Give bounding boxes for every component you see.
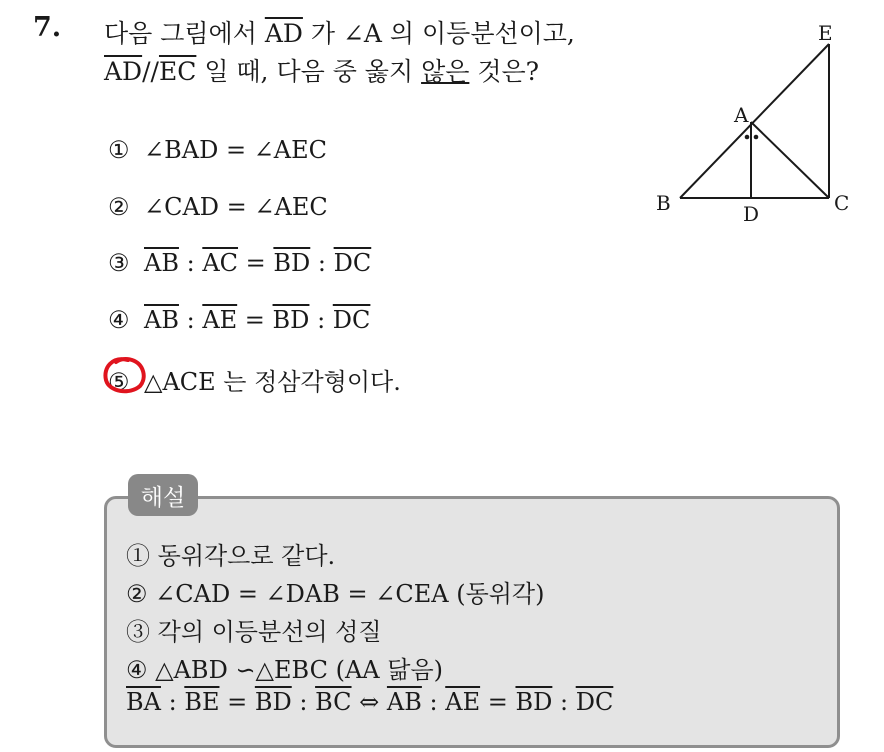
underlined-word: 않은	[421, 57, 470, 86]
choice-4[interactable]: ④ $\overline{AB}$ : $\overline{AE} = \overline{BD}$ : $\overline{DC}$	[108, 306, 371, 334]
explanation-line-2: ② ∠CAD = ∠DAB = ∠CEA (동위각)	[126, 580, 545, 608]
label-b: B	[656, 191, 671, 215]
question-line-2: $\overline{AD}//\overline{EC}$ 일 때, 다음 중 옳지 않은 것은?	[104, 57, 540, 86]
explanation-line-1: ① 동위각으로 같다.	[126, 542, 336, 570]
segment-ad: $\overline{AD}$	[104, 57, 143, 86]
choice-2[interactable]: ② ∠CAD = ∠AEC	[108, 193, 328, 221]
question-line-1: 다음 그림에서 $\overline{AD}$ 가 ∠A 의 이등분선이고,	[104, 19, 575, 48]
choice-1[interactable]: ① ∠BAD = ∠AEC	[108, 136, 328, 164]
label-d: D	[743, 202, 760, 226]
explanation-line-5: $\overline{BA}$ : $\overline{BE} = \overline{BD}$ : $\overline{BC}$ ⇔ $\overline{AB}$ : $\overline{AE} = \overline{BD}$ : $\overline{DC}$	[126, 688, 614, 716]
choice-3[interactable]: ③ $\overline{AB}$ : $\overline{AC} = \overline{BD}$ : $\overline{DC}$	[108, 249, 372, 277]
question-number: 7.	[33, 12, 62, 43]
explanation-line-3: ③ 각의 이등분선의 성질	[126, 618, 382, 646]
label-e: E	[818, 21, 833, 45]
choice-5[interactable]: ⑤ △ACE 는 정삼각형이다.	[108, 368, 401, 396]
explanation-line-4: ④ △ABD ∽△EBC (AA 닮음)	[126, 656, 443, 684]
label-c: C	[834, 191, 850, 215]
segment-ad: $\overline{AD}$	[264, 19, 303, 48]
answer-circle-mark	[100, 354, 148, 396]
triangle-figure	[648, 18, 868, 238]
label-a: A	[734, 103, 749, 127]
segment-ec: $\overline{EC}$	[158, 57, 197, 86]
explanation-tab: 해설	[128, 474, 198, 516]
